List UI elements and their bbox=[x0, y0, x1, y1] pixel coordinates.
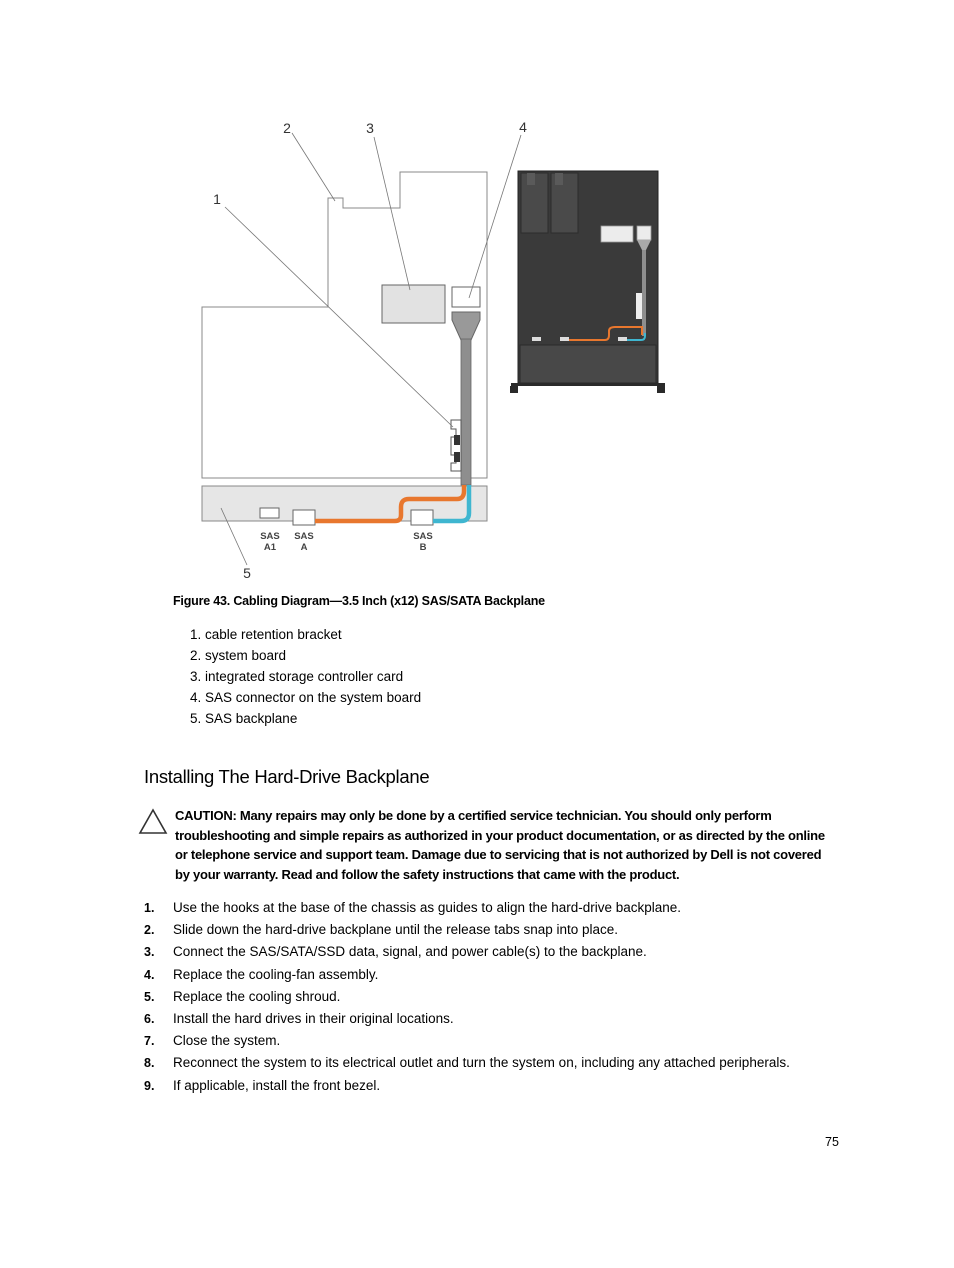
step-text: Reconnect the system to its electrical outlet and turn the system on, including any attached peripherals. bbox=[173, 1055, 790, 1071]
callout-5: 5 bbox=[243, 565, 251, 581]
figure-caption: Figure 43. Cabling Diagram—3.5 Inch (x12) SAS/SATA Backplane bbox=[173, 594, 545, 608]
step-text: Replace the cooling shroud. bbox=[173, 988, 341, 1004]
legend-item: 5. SAS backplane bbox=[190, 711, 298, 726]
chassis-front-edge bbox=[511, 383, 665, 386]
step-text: Connect the SAS/SATA/SSD data, signal, and power cable(s) to the backplane. bbox=[173, 944, 647, 960]
cable-retention-bracket bbox=[451, 420, 461, 471]
step-number: 4. bbox=[144, 967, 155, 982]
sas-b-connector bbox=[411, 510, 433, 525]
page-number: 75 bbox=[825, 1135, 839, 1149]
step-number: 5. bbox=[144, 989, 155, 1004]
chassis-overview bbox=[510, 171, 665, 393]
system-board bbox=[202, 172, 487, 478]
cable-trunk bbox=[461, 339, 471, 485]
step-number: 8. bbox=[144, 1056, 155, 1071]
callout-3: 3 bbox=[366, 120, 374, 136]
warning-triangle-icon bbox=[138, 808, 168, 836]
legend-item: 4. SAS connector on the system board bbox=[190, 690, 422, 705]
sas-a-label-line1: SAS bbox=[294, 531, 314, 542]
sas-backplane bbox=[202, 486, 487, 521]
system-board-sas-connector bbox=[452, 287, 480, 307]
sas-a-label-line2: A bbox=[300, 542, 308, 553]
legend-item: 3. integrated storage controller card bbox=[190, 669, 404, 684]
sas-b-label-line1: SAS bbox=[413, 531, 433, 542]
bracket-clip-upper bbox=[454, 435, 460, 445]
callout-2: 2 bbox=[283, 120, 291, 136]
cabling-diagram-figure bbox=[195, 115, 670, 585]
callout-1: 1 bbox=[213, 191, 221, 207]
step-text: Slide down the hard-drive backplane until the release tabs snap into place. bbox=[173, 922, 619, 938]
section-title: Installing The Hard-Drive Backplane bbox=[144, 766, 430, 787]
mini-retention-bracket bbox=[636, 293, 642, 319]
step-text: Use the hooks at the base of the chassis as guides to align the hard-drive backplane. bbox=[173, 900, 682, 915]
caution-text: CAUTION: Many repairs may only be done by a certified service technician. You should only perform troubleshooting and simple repairs as authorized in your product documentation, or as directed by the online or telephone service and support team. Damage due to servicing that is not authorized by Dell is not covered by your warranty. Read and follow the safety instructions that came with the product. bbox=[175, 808, 825, 882]
step-number: 3. bbox=[144, 945, 155, 960]
sas-a1-label-line2: A1 bbox=[263, 542, 277, 553]
mini-sas-connector bbox=[637, 226, 651, 240]
callout-leader-2 bbox=[292, 133, 335, 201]
psu-latch-2 bbox=[555, 173, 563, 185]
sas-a-connector bbox=[293, 510, 315, 525]
bracket-clip-lower bbox=[454, 452, 460, 462]
mini-sas-a bbox=[560, 337, 569, 341]
step-number: 7. bbox=[144, 1034, 155, 1049]
mini-backplane bbox=[520, 345, 656, 383]
legend-item: 2. system board bbox=[190, 648, 287, 663]
chassis-foot-right bbox=[657, 386, 665, 393]
callout-4: 4 bbox=[519, 119, 527, 135]
psu-latch-1 bbox=[527, 173, 535, 185]
step-number: 6. bbox=[144, 1011, 155, 1026]
mini-sas-a1 bbox=[532, 337, 541, 341]
mini-controller-card bbox=[601, 226, 633, 242]
figure-legend bbox=[190, 624, 421, 729]
step-text: Install the hard drives in their original locations. bbox=[173, 1010, 454, 1026]
legend-item: 1. cable retention bracket bbox=[190, 627, 342, 642]
mini-cable-trunk bbox=[642, 250, 646, 336]
sas-a1-connector bbox=[260, 508, 279, 518]
step-text: Replace the cooling-fan assembly. bbox=[173, 966, 379, 982]
chassis-foot-left bbox=[510, 386, 518, 393]
storage-controller-card bbox=[382, 285, 445, 323]
step-text: Close the system. bbox=[173, 1033, 281, 1049]
step-number: 1. bbox=[144, 901, 155, 915]
step-number: 2. bbox=[144, 923, 155, 938]
sas-a1-label-line1: SAS bbox=[260, 531, 280, 542]
mini-sas-b bbox=[618, 337, 627, 341]
cabling-diagram bbox=[195, 115, 670, 585]
sas-b-label-line2: B bbox=[419, 542, 427, 553]
step-number: 9. bbox=[144, 1078, 155, 1093]
step-text: If applicable, install the front bezel. bbox=[173, 1077, 381, 1093]
